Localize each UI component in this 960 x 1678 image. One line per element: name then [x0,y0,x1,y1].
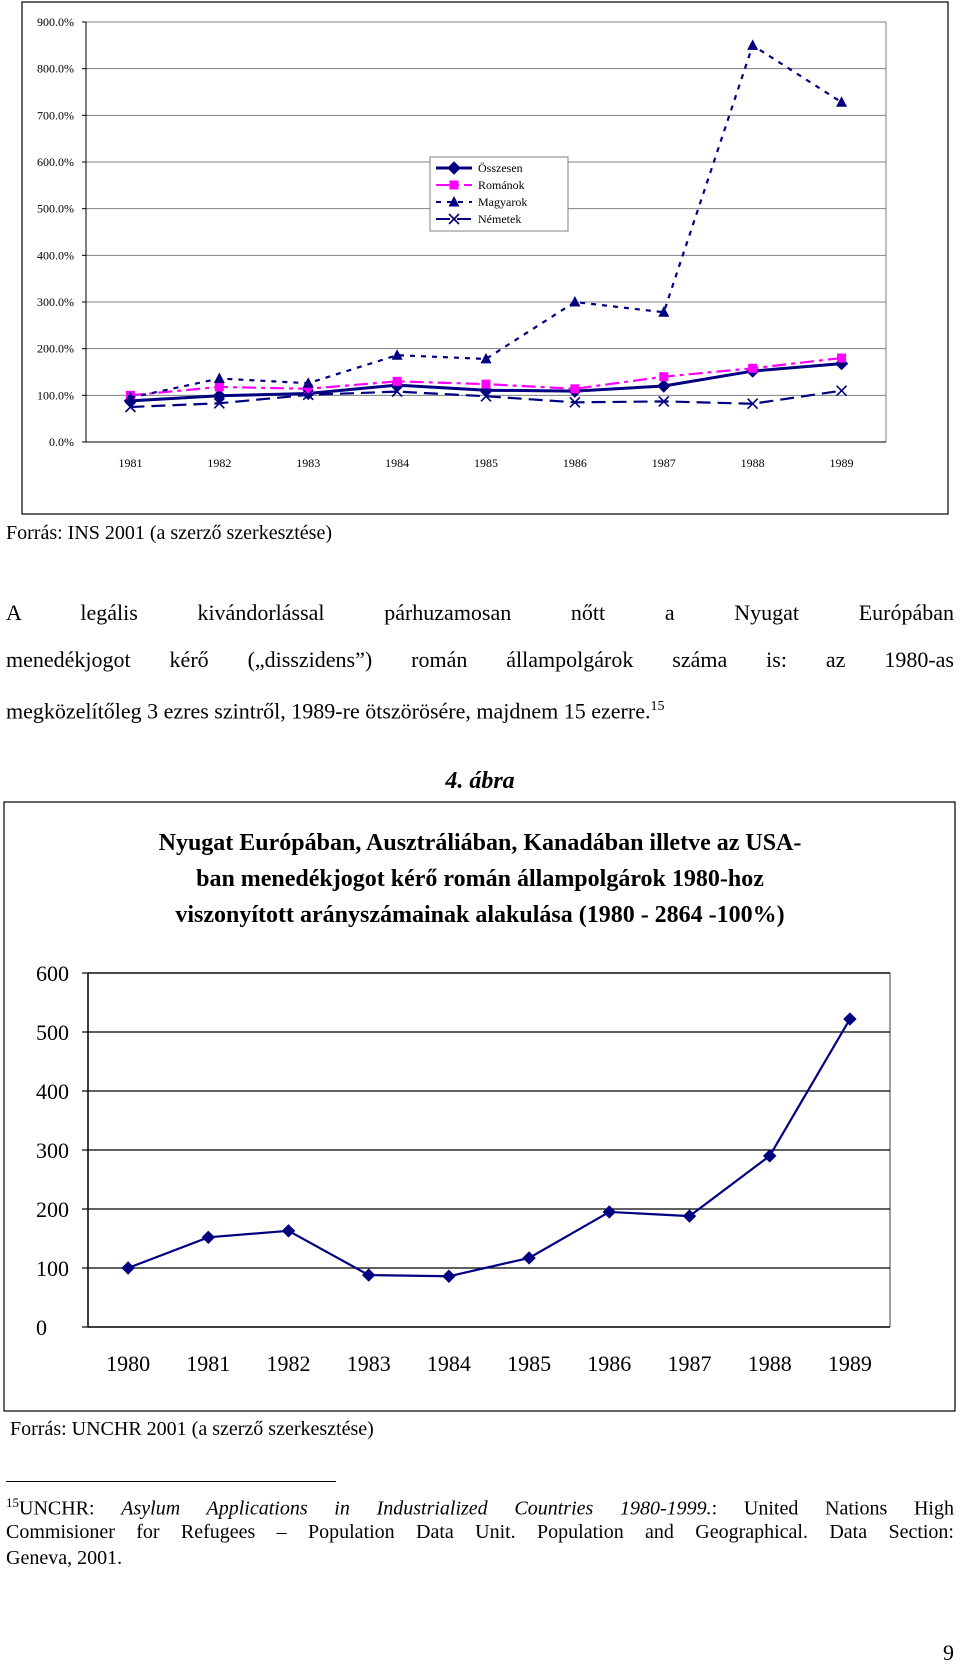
emigration-percent-chart [0,0,960,520]
data-point [215,382,224,391]
data-point [482,380,491,389]
footnote-lead: UNCHR: [19,1497,122,1520]
page-number: 9 [943,1640,954,1665]
y-tick-label: 500.0% [37,201,74,216]
paragraph-line-2: menedékjogot kérő („disszidens”) román állampolgárok száma is: az 1980-as [6,647,954,672]
x-tick-label: 1989 [829,456,854,470]
legend-label: Összesen [478,161,523,175]
footnote-title: Asylum Applications in Industrialized Countries 1980-1999. [121,1497,712,1520]
y-tick-label: 900.0% [37,15,74,29]
x-tick-label: 1983 [296,456,321,470]
y-tick-label: 0 [36,1315,47,1340]
x-tick-label: 1983 [346,1351,391,1376]
data-point [659,372,668,381]
footnote-line-3: Geneva, 2001. [6,1547,123,1569]
footnote-number: 15 [6,1495,19,1510]
y-tick-label: 200.0% [37,341,74,356]
x-tick-label: 1989 [827,1351,872,1376]
y-tick-label: 0.0% [49,435,74,449]
x-tick-label: 1988 [740,456,765,470]
y-tick-label: 700.0% [37,108,74,123]
x-tick-label: 1987 [651,456,676,470]
x-tick-label: 1986 [562,456,587,470]
x-tick-label: 1987 [667,1351,712,1376]
y-tick-label: 400 [36,1079,69,1104]
footnote-divider [6,1481,336,1482]
footnote-line-2: Commisioner for Refugees – Population Data Unit. Population and Geographical. Data Section: [6,1521,954,1543]
paragraph-line-3 [6,683,954,735]
x-tick-label: 1986 [587,1351,632,1376]
footnote-rest: : United Nations High [711,1497,954,1520]
paragraph-line-1: A legális kivándorlással párhuzamosan nőtt a Nyugat Európában [6,600,954,625]
x-tick-label: 1985 [474,456,498,470]
footnote-line-1 [6,1490,954,1522]
chart2-source: Forrás: UNCHR 2001 (a szerző szerkesztése) [10,1418,374,1440]
y-tick-label: 300.0% [37,295,74,309]
y-tick-label: 600 [36,961,69,986]
data-point [748,364,757,373]
y-tick-label: 300 [36,1138,69,1163]
x-tick-label: 1981 [118,456,143,470]
x-tick-label: 1982 [266,1351,311,1376]
y-tick-label: 500 [36,1020,69,1045]
chart-title-line: ban menedékjogot kérő román állampolgárok 1980-hoz [196,866,764,892]
x-tick-label: 1980 [106,1351,151,1376]
legend-label: Németek [478,212,522,226]
legend-label: Románok [478,178,525,192]
x-tick-label: 1981 [186,1351,231,1376]
y-tick-label: 200 [36,1197,69,1222]
chart1-source: Forrás: INS 2001 (a szerző szerkesztése) [6,522,332,544]
y-tick-label: 400.0% [37,248,74,263]
x-tick-label: 1982 [207,456,232,470]
data-point [837,354,846,363]
chart-title-line: viszonyított arányszámainak alakulása (1980 - 2864 -100%) [175,902,785,928]
data-point [570,384,579,393]
legend-label: Magyarok [478,195,528,209]
chart-legend [430,157,568,231]
y-tick-label: 800.0% [37,61,74,76]
footnote-reference: 15 [650,699,665,714]
legend-marker [450,181,459,190]
y-tick-label: 100 [36,1256,69,1281]
x-tick-label: 1988 [747,1351,792,1376]
x-tick-label: 1985 [507,1351,552,1376]
x-tick-label: 1984 [426,1351,471,1376]
paragraph-line-3-text: megközelítőleg 3 ezres szintről, 1989-re ötszörösére, majdnem 15 ezerre. [6,698,651,724]
figure-label: 4. ábra [445,768,515,794]
y-tick-label: 600.0% [37,155,74,169]
y-tick-label: 100.0% [37,388,74,403]
x-tick-label: 1984 [385,456,410,470]
chart-title-line: Nyugat Európában, Ausztráliában, Kanadában illetve az USA- [158,830,802,856]
asylum-index-chart [0,800,960,1420]
data-point [393,377,402,386]
